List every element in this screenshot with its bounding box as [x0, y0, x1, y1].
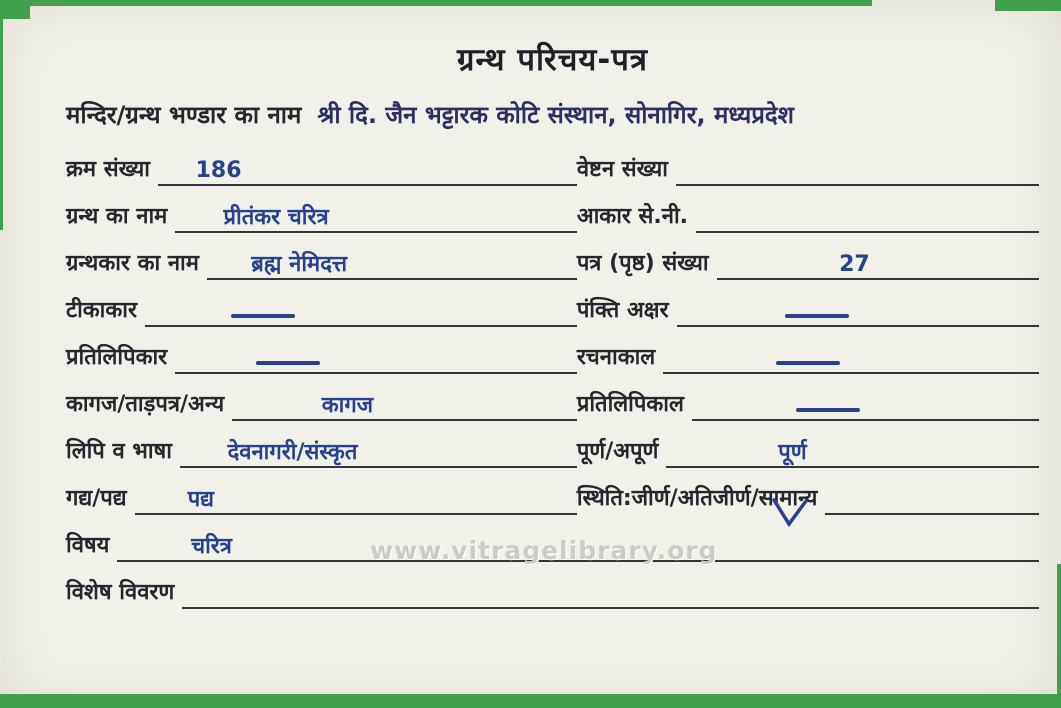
material-label: कागज/ताड़पत्र/अन्य	[66, 392, 225, 417]
script-language-label: लिपि व भाषा	[66, 439, 172, 464]
page-title: ग्रन्थ परिचय-पत्र	[457, 42, 648, 78]
form-row-serial-bundle	[66, 153, 1039, 186]
copy-date-label: प्रतिलिपिकाल	[576, 392, 684, 417]
scribe-line	[175, 339, 577, 374]
material-line	[232, 386, 577, 421]
field-script-language	[66, 433, 577, 468]
subject-label: विषय	[66, 533, 110, 558]
condition-label-text: स्थिति:जीर्ण/अतिजीर्ण/सामान्य	[576, 486, 818, 511]
field-author-name	[66, 245, 577, 280]
form-row-scribe-composition	[66, 341, 1039, 374]
field-material	[66, 386, 577, 421]
prose-verse-label: गद्य/पद्य	[66, 486, 127, 511]
field-scribe	[66, 339, 577, 374]
lines-letters-label: पंक्ति अक्षर	[576, 298, 669, 323]
field-completeness	[577, 433, 1039, 468]
field-commentator	[66, 292, 577, 327]
page-count-line	[717, 245, 1039, 280]
scribe-label: प्रतिलिपिकार	[66, 345, 168, 370]
scanner-edge-right	[1057, 564, 1061, 694]
blank-dash-mark	[796, 408, 860, 412]
serial-number-line	[158, 151, 577, 186]
page-count-label: पत्र (पृष्ठ) संख्या	[576, 251, 709, 276]
checkmark-icon	[771, 498, 809, 528]
field-granth-name	[66, 198, 577, 233]
granth-name-line	[175, 198, 576, 233]
form-row-prose-condition	[66, 482, 1039, 515]
script-language-value: देवनागरी/संस्कृत	[227, 440, 358, 465]
prose-verse-value: पद्य	[187, 487, 215, 512]
copy-date-line	[692, 386, 1039, 421]
script-language-line	[180, 433, 577, 468]
scanner-edge-bottom	[0, 694, 1061, 708]
field-page-count	[577, 245, 1039, 280]
repository-name-value: श्री दि. जैन भट्टारक कोटि संस्थान, सोनागिर, मध्यप्रदेश	[317, 101, 794, 129]
completeness-line	[666, 433, 1039, 468]
composition-date-line	[663, 339, 1039, 374]
composition-date-label: रचनाकाल	[576, 345, 656, 370]
form-row-material-copydate	[66, 388, 1039, 421]
field-condition	[577, 480, 1039, 515]
blank-dash-mark	[256, 361, 320, 365]
bundle-number-line	[676, 151, 1039, 186]
form-row-special-details	[66, 576, 1039, 609]
completeness-value: पूर्ण	[778, 440, 807, 465]
special-details-label: विशेष विवरण	[66, 580, 175, 605]
condition-line	[825, 480, 1039, 515]
author-name-label: ग्रन्थकार का नाम	[66, 251, 199, 276]
repository-name-label: मन्दिर/ग्रन्थ भण्डार का नाम	[66, 101, 302, 129]
field-composition-date	[577, 339, 1039, 374]
field-prose-verse	[66, 480, 577, 515]
scanner-edge-top-right	[995, 0, 1061, 11]
granth-name-value: प्रीतंकर चरित्र	[223, 205, 329, 230]
author-name-value: ब्रह्म नेमिदत्त	[251, 252, 348, 277]
material-value: कागज	[321, 393, 374, 418]
form-row-title-size	[66, 200, 1039, 233]
bundle-number-label: वेष्टन संख्या	[576, 157, 668, 182]
size-cm-line	[696, 198, 1039, 233]
page-count-value: 27	[839, 252, 870, 277]
form-row-author-pages	[66, 247, 1039, 280]
author-name-line	[207, 245, 577, 280]
prose-verse-line	[135, 480, 577, 515]
field-copy-date	[577, 386, 1039, 421]
serial-number-value: 186	[195, 158, 242, 183]
field-serial-number	[66, 151, 577, 186]
condition-label	[577, 482, 826, 515]
repository-name-row	[66, 98, 1039, 131]
special-details-line	[182, 574, 1039, 609]
commentator-label: टीकाकार	[66, 298, 137, 323]
granth-name-label: ग्रन्थ का नाम	[66, 204, 168, 229]
lines-letters-line	[677, 292, 1039, 327]
subject-value: चरित्र	[191, 534, 232, 559]
field-lines-letters	[577, 292, 1039, 327]
scanner-edge-top-left	[0, 0, 30, 19]
commentator-line	[145, 292, 577, 327]
scanner-edge-left	[0, 0, 3, 230]
blank-dash-mark	[231, 314, 295, 318]
library-watermark: www.vitragelibrary.org	[370, 536, 718, 565]
completeness-label: पूर्ण/अपूर्ण	[576, 439, 659, 464]
blank-dash-mark	[785, 314, 849, 318]
field-bundle-number	[577, 151, 1039, 186]
size-cm-label: आकार से.नी.	[576, 204, 689, 229]
field-size-cm	[577, 198, 1039, 233]
serial-number-label: क्रम संख्या	[66, 157, 150, 182]
form-row-script-completeness	[66, 435, 1039, 468]
form-row-commentator-lines	[66, 294, 1039, 327]
card-content	[66, 34, 1039, 623]
scanner-edge-top	[0, 0, 872, 6]
blank-dash-mark	[776, 361, 840, 365]
